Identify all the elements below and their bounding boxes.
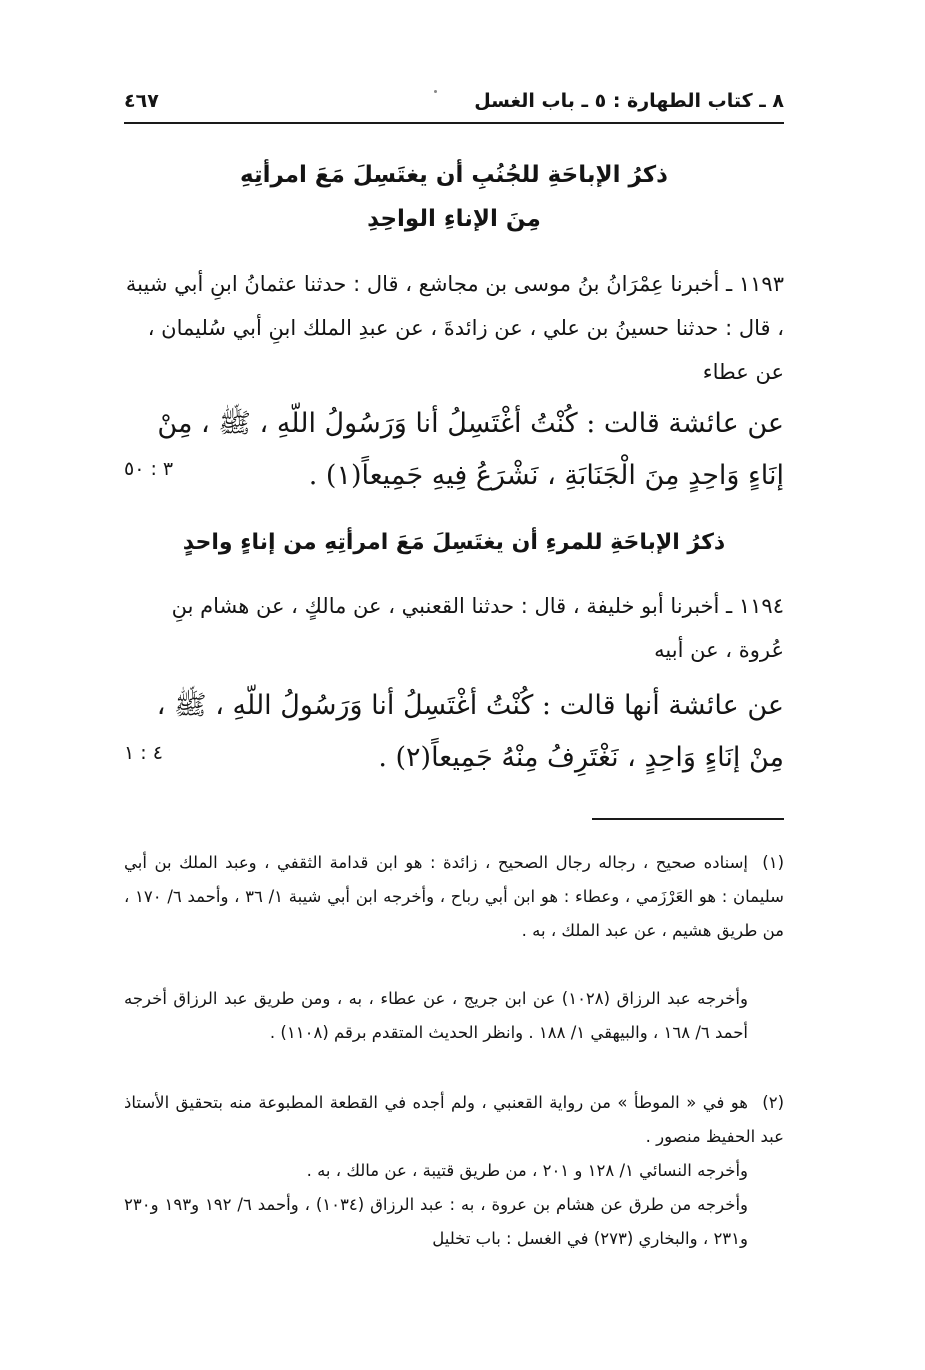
header-rule [124, 122, 784, 124]
section1-heading-line1: ذكرُ الإباحَةِ للجُنُبِ أن يغتَسِلَ مَعَ امرأتِهِ [240, 162, 668, 188]
running-header [124, 86, 784, 116]
footnote-rule [592, 818, 784, 820]
footnote-2 [124, 1086, 784, 1154]
chapter-title: ٨ ـ كتاب الطهارة : ٥ ـ باب الغسل [474, 90, 784, 112]
footnote-2-continuation: وأخرجه النسائي ١/ ١٢٨ و ٢٠١ ، من طريق قتيبة ، عن مالك ، به . [306, 1161, 748, 1180]
page-number: ٤٦٧ [124, 90, 159, 112]
section1-heading-line2: مِنَ الإناءِ الواحِدِ [367, 206, 541, 232]
footnote-2-continuation-2: وأخرجه من طرق عن هشام بن عروة ، به : عبد الرزاق (١٠٣٤) ، وأحمد ٦/ ١٩٢ و١٩٣ و٢٣٠ و٢٣١ ، والبخاري (٢٧٣) في الغسل : باب تخليل [124, 1195, 748, 1248]
hadith-1193-matn: عن عائشة قالت : كُنْتُ أغْتَسِلُ أنا وَرَسُولُ اللّهِ ، ﷺ ، مِنْ إنَاءٍ وَاحِدٍ مِنَ الْجَنَابَةِ ، نَشْرَعُ فِيهِ جَمِيعاً(١) . [157, 408, 784, 491]
hadith-1194-isnad: ١١٩٤ ـ أخبرنا أبو خليفة ، قال : حدثنا القعنبي ، عن مالكٍ ، عن هشام بنِ عُروة ، عن أبيه [171, 594, 784, 662]
footnote-1-number: (١) [762, 853, 784, 872]
footnote-1-continuation: وأخرجه عبد الرزاق (١٠٢٨) عن ابن جريج ، عن عطاء ، به ، ومن طريق عبد الرزاق أخرجه أحمد ٦/ ١٦٨ ، والبيهقي ١/ ١٨٨ . وانظر الحديث المتقدم برقم (١١٠٨) . [124, 989, 748, 1042]
section2-heading: ذكرُ الإباحَةِ للمرءِ أن يغتَسِلَ مَعَ امرأتِهِ من إناءٍ واحدٍ [182, 530, 726, 555]
hadith-1194-matn: عن عائشة أنها قالت : كُنْتُ أغْتَسِلُ أنا وَرَسُولُ اللّهِ ، ﷺ ، مِنْ إنَاءٍ وَاحِدٍ ، نَغْتَرِفُ مِنْهُ جَمِيعاً(٢) . [156, 690, 784, 773]
footnote-2-number: (٢) [762, 1093, 784, 1112]
footnote-1-text: إسناده صحيح ، رجاله رجال الصحيح ، زائدة : هو ابن قدامة الثقفي ، وعبد الملك بن أبي سليمان : هو العَرْزَمي ، وعطاء : هو ابن أبي رباح ، وأخرجه ابن أبي شيبة ١/ ٣٦ ، وأحمد ٦/ ١٧٠ ، من طريق هشيم ، عن عبد الملك ، به . [124, 853, 784, 940]
footnote-1 [124, 846, 784, 948]
hadith-1194-reference: ٤ : ١ [124, 742, 163, 764]
footnote-2-text: هو في « الموطأ » من رواية القعنبي ، ولم أجده في القطعة المطبوعة منه بتحقيق الأستاذ عبد الحفيظ منصور . [124, 1093, 784, 1146]
book-page [124, 86, 784, 1356]
hadith-1193-reference: ٣ : ٥٠ [124, 458, 174, 480]
hadith-1193-isnad: ١١٩٣ ـ أخبرنا عِمْرَانُ بنُ موسى بن مجاشع ، قال : حدثنا عثمانُ ابنِ أبي شيبة ، قال : حدثنا حسينُ بن علي ، عن زائدةَ ، عن عبدِ الملك ابنِ أبي سُليمان ، عن عطاء [125, 272, 784, 384]
